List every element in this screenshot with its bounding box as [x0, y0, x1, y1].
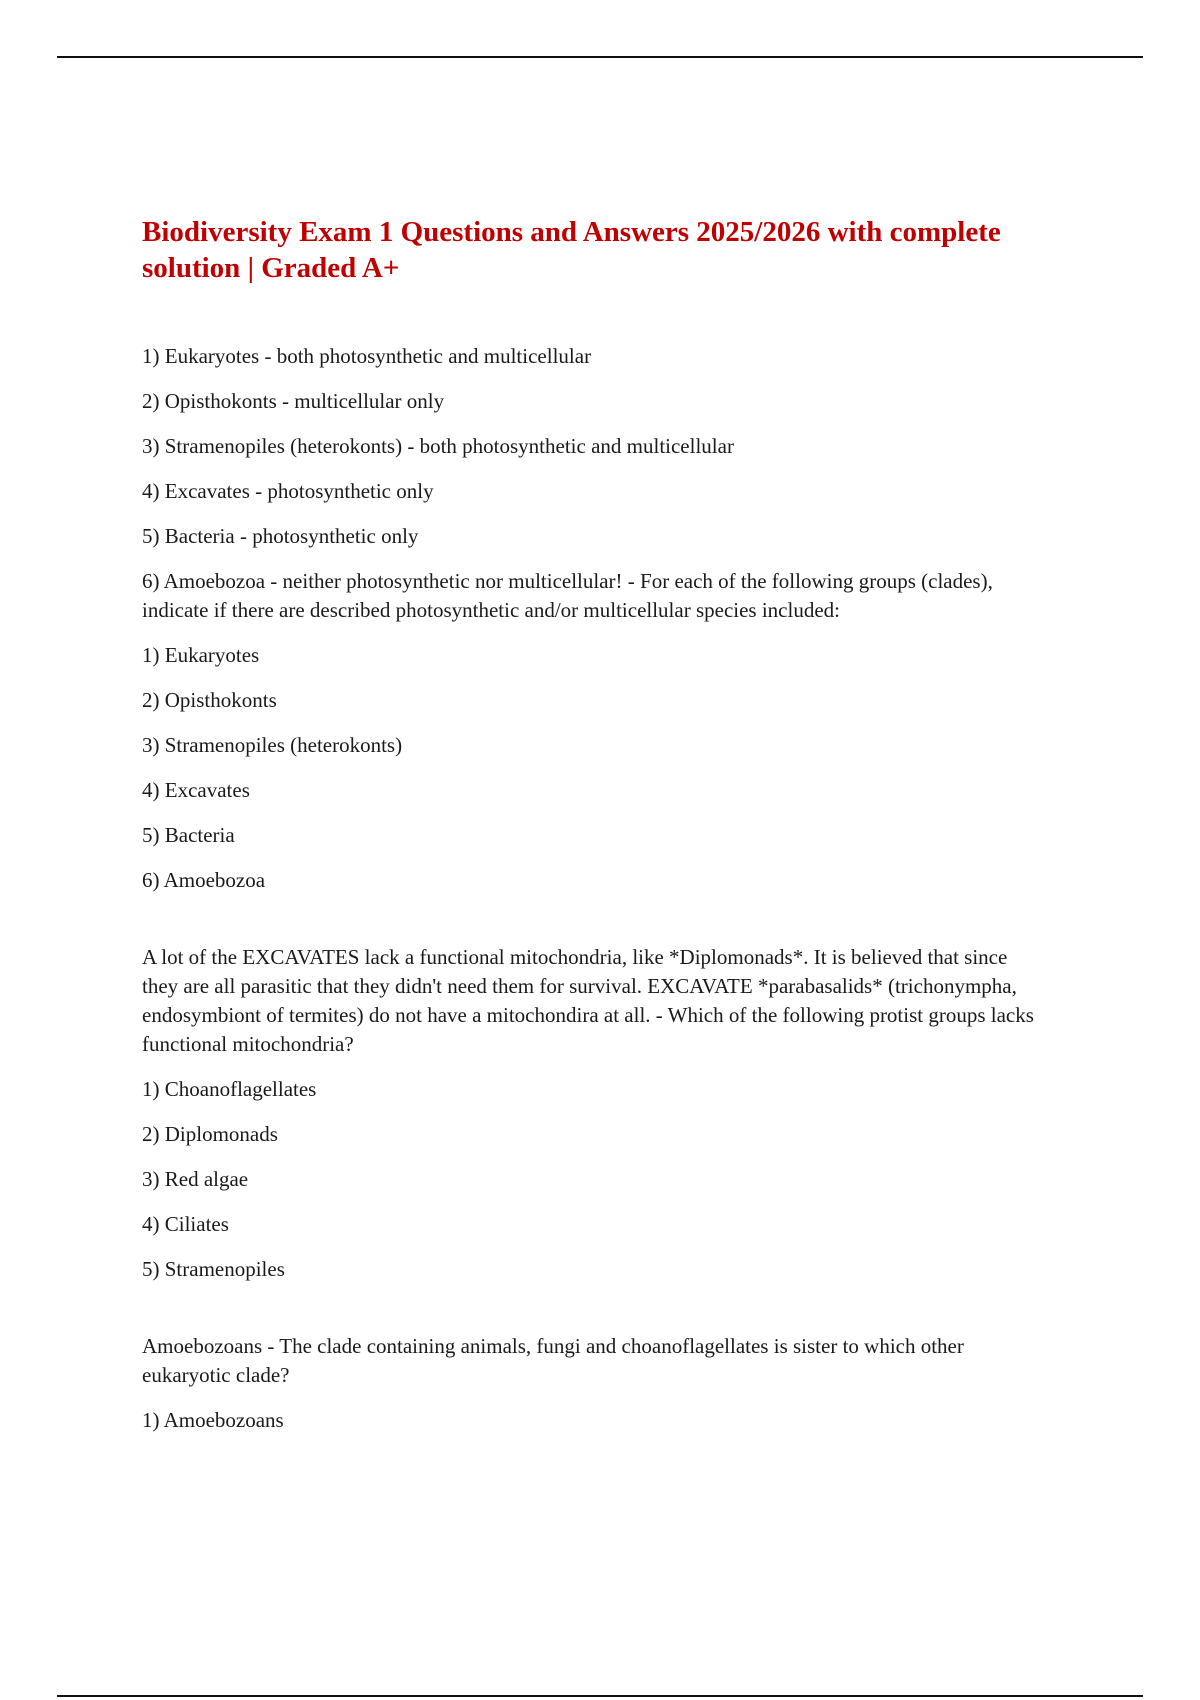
answer-line: 1) Eukaryotes - both photosynthetic and multicellular [142, 344, 592, 368]
option-line: 5) Stramenopiles [142, 1257, 285, 1281]
question-text: 6) Amoebozoa - neither photosynthetic nor multicellular! - For each of the following groups (clades), indicate if there are described photosynthetic and/or multicellular species included: [142, 569, 993, 622]
document-title: Biodiversity Exam 1 Questions and Answers 2025/2026 with complete solution | Graded A+ [142, 216, 1001, 284]
option-line: 1) Amoebozoans [142, 1408, 284, 1432]
top-rule [57, 56, 1143, 58]
answer-line: 5) Bacteria - photosynthetic only [142, 524, 419, 548]
option-line: 3) Red algae [142, 1167, 249, 1191]
option-line: 2) Diplomonads [142, 1122, 278, 1146]
answer-line: 3) Stramenopiles (heterokonts) - both photosynthetic and multicellular [142, 434, 734, 458]
option-line: 1) Eukaryotes [142, 643, 260, 667]
question-text: A lot of the EXCAVATES lack a functional mitochondria, like *Diplomonads*. It is believed that since they are all parasitic that they didn't need them for survival. EXCAVATE *parabasalids* (trichonympha, endosymbiont of termites) do not have a mitochondira at all. - Which of the following protist groups lacks functional mitochondria? [142, 945, 1034, 1056]
option-line: 4) Excavates [142, 778, 250, 802]
option-line: 2) Opisthokonts [142, 688, 277, 712]
qa-block-2 [142, 943, 1042, 1284]
qa-block-3 [142, 1332, 1042, 1435]
option-line: 4) Ciliates [142, 1212, 229, 1236]
answer-line: 2) Opisthokonts - multicellular only [142, 389, 445, 413]
option-line: 1) Choanoflagellates [142, 1077, 317, 1101]
answer-line: 4) Excavates - photosynthetic only [142, 479, 434, 503]
bottom-rule [57, 1695, 1143, 1697]
option-line: 3) Stramenopiles (heterokonts) [142, 733, 403, 757]
option-line: 5) Bacteria [142, 823, 235, 847]
page-body [142, 214, 1042, 1451]
qa-block-1 [142, 342, 1042, 895]
option-line: 6) Amoebozoa [142, 868, 266, 892]
question-text: Amoebozoans - The clade containing animals, fungi and choanoflagellates is sister to which other eukaryotic clade? [142, 1334, 964, 1387]
